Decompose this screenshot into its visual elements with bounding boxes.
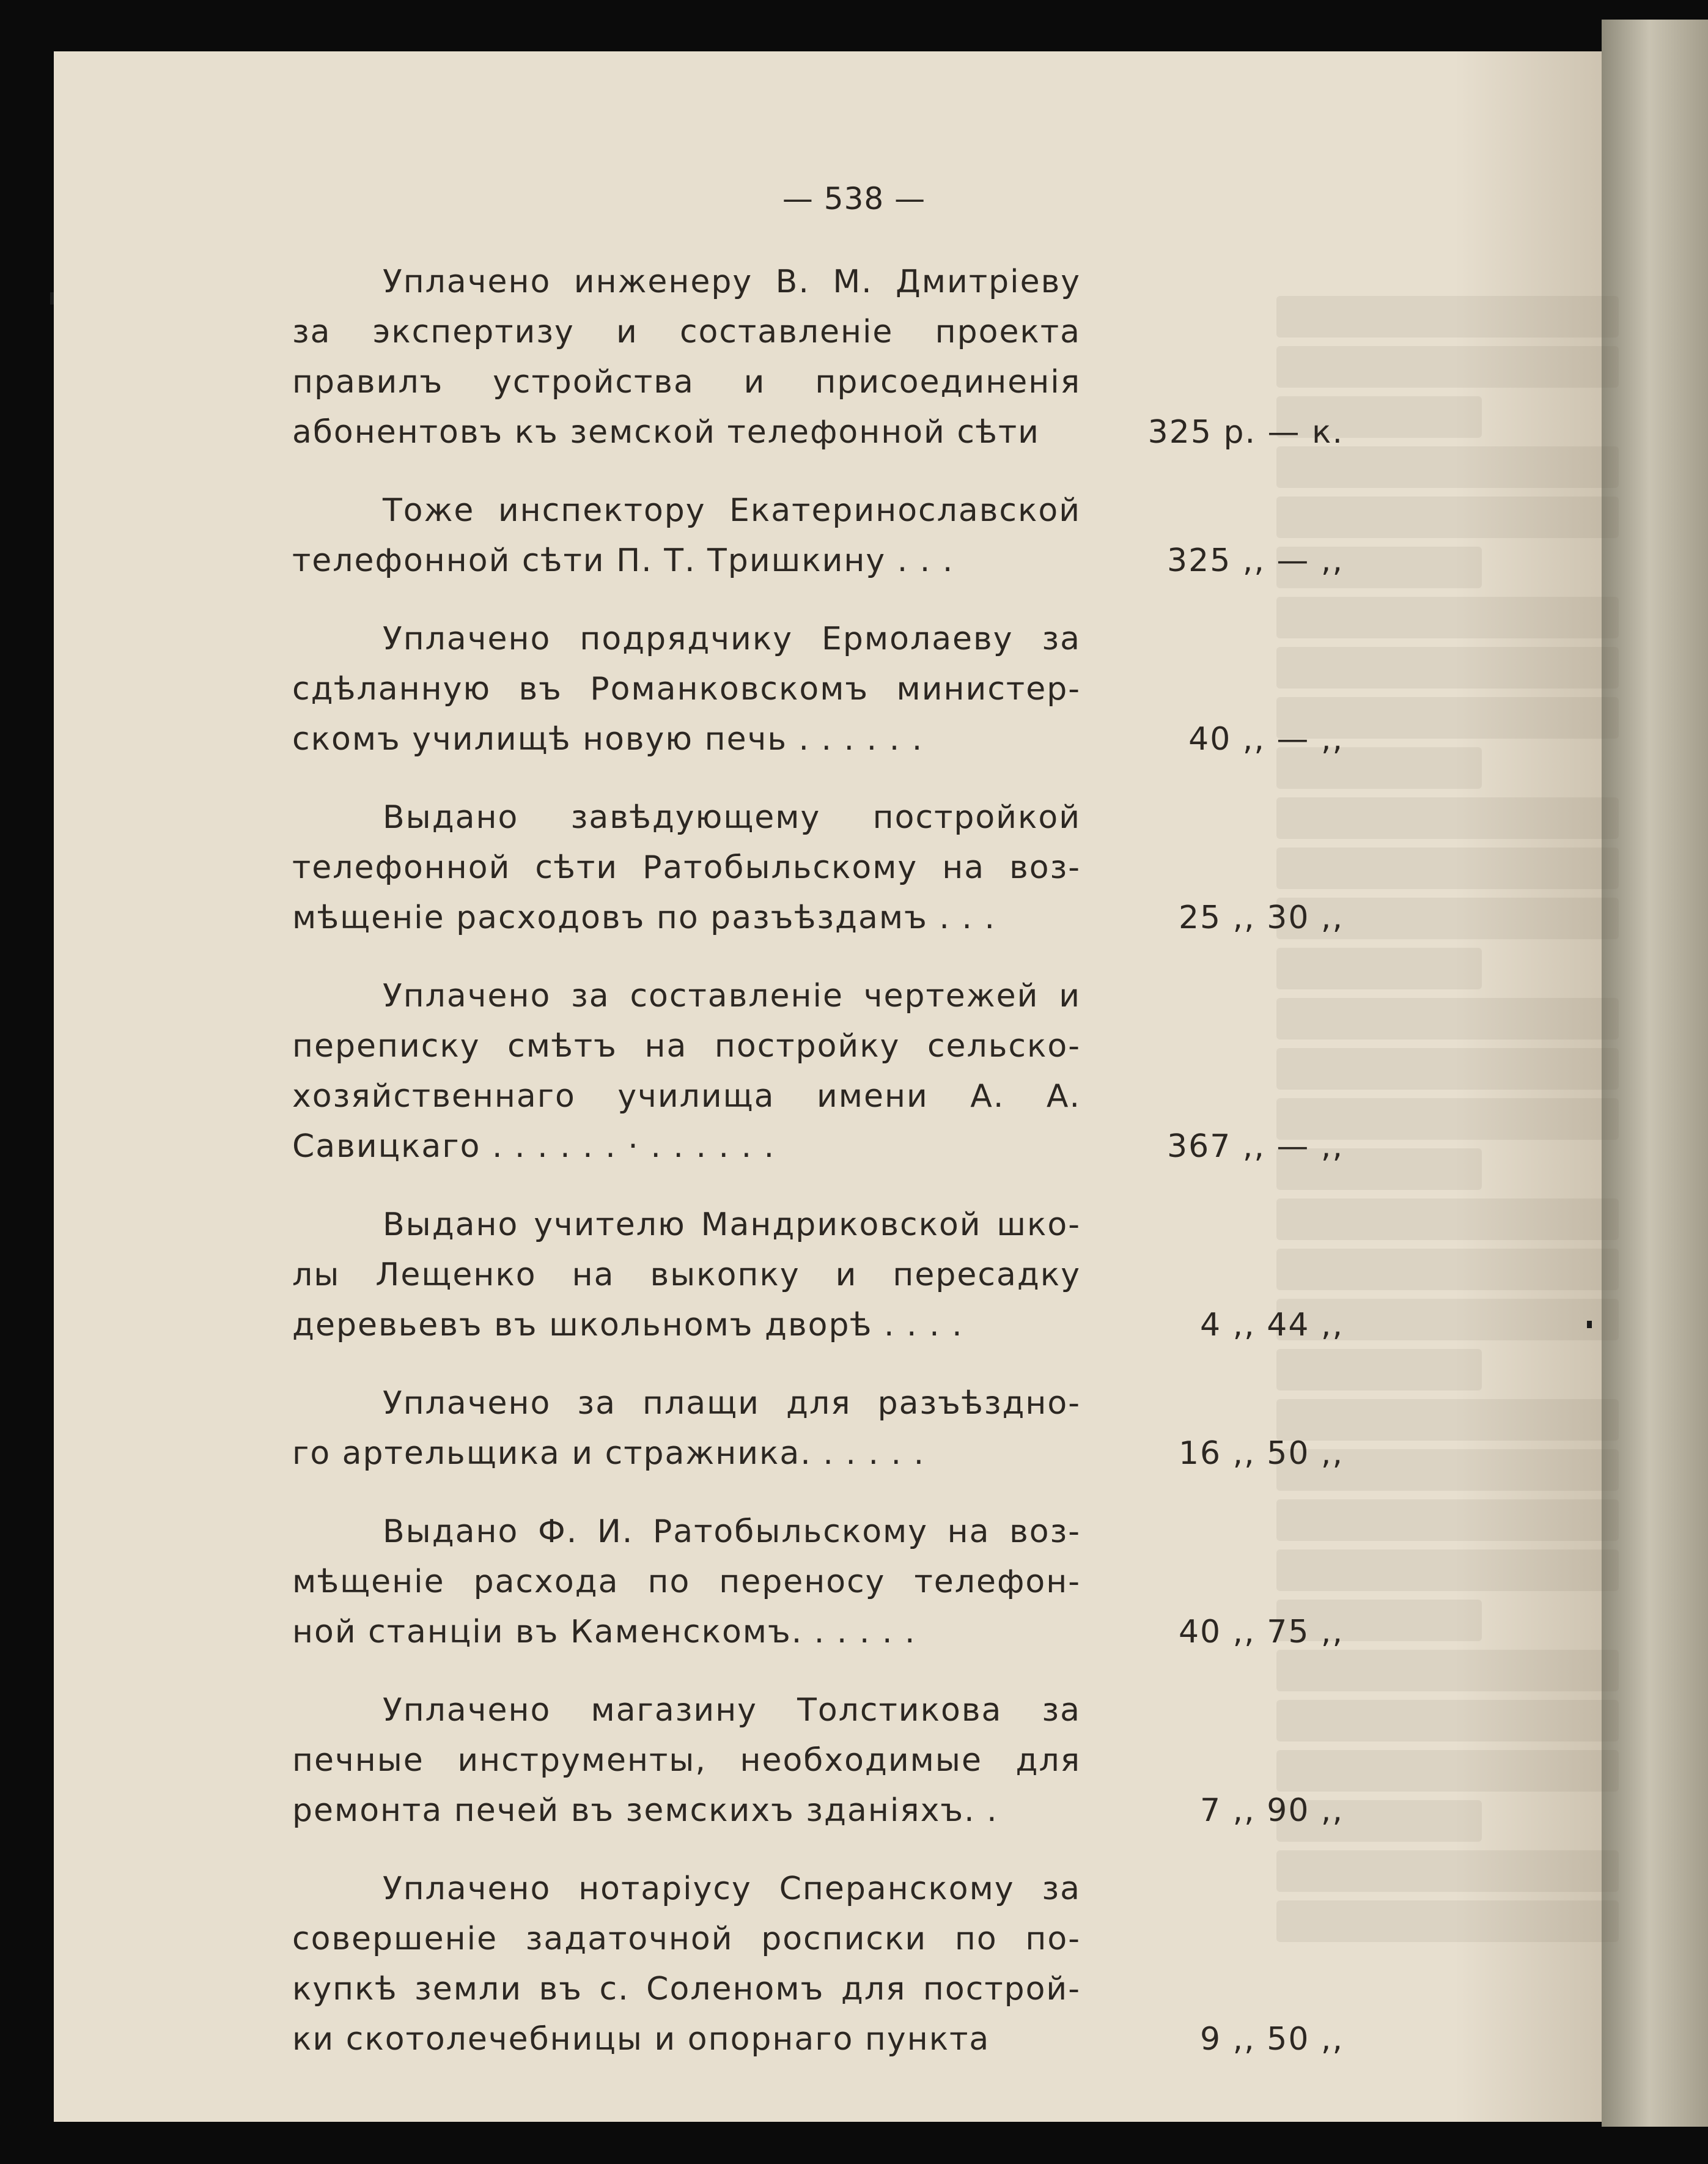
entry-text: деревьевъ въ школьномъ дворѣ . . . .: [292, 1307, 963, 1343]
expense-entry: [292, 1685, 1344, 1836]
expense-entry: [292, 257, 1344, 457]
entry-text: хозяйственнаго училища имени А. А.: [292, 1078, 1081, 1115]
entry-line: [292, 357, 1344, 407]
entry-line: [292, 1557, 1344, 1607]
entry-line: [292, 1607, 1344, 1657]
entry-line: [292, 486, 1344, 536]
entry-line: [292, 893, 1344, 943]
entry-text: Выдано учителю Мандриковской шко-: [383, 1206, 1081, 1243]
expense-entry: [292, 486, 1344, 586]
entry-text: правилъ устройства и присоединенія: [292, 364, 1081, 401]
entry-line: [292, 257, 1344, 307]
entry-amount: 7 ,, 90 ,,: [1200, 1792, 1344, 1829]
entry-line: [292, 1021, 1344, 1071]
entry-text: Выдано Ф. И. Ратобыльскому на воз-: [383, 1513, 1081, 1550]
entry-line: [292, 1864, 1344, 1914]
entry-text: Уплачено за составленіе чертежей и: [383, 978, 1081, 1014]
entry-text: телефонной сѣти Ратобыльскому на воз-: [292, 849, 1081, 886]
entry-text: мѣщеніе расхода по переносу телефон-: [292, 1564, 1081, 1600]
entry-line: [292, 1785, 1344, 1836]
entry-line: [292, 1250, 1344, 1300]
entry-text: мѣщеніе расходовъ по разъѣздамъ . . .: [292, 899, 996, 936]
entry-line: [292, 407, 1344, 457]
entry-amount: 4 ,, 44 ,,: [1200, 1307, 1344, 1343]
expense-entries: [292, 257, 1344, 2092]
entry-line: [292, 2014, 1344, 2064]
entry-text: го артельщика и стражника. . . . . .: [292, 1435, 926, 1472]
entry-text: Уплачено инженеру В. М. Дмитріеву: [383, 264, 1081, 300]
entry-text: абонентовъ къ земской телефонной сѣти: [292, 414, 1040, 451]
entry-line: [292, 1914, 1344, 1964]
entry-text: Уплачено за плащи для разъѣздно-: [383, 1385, 1081, 1422]
expense-entry: [292, 1507, 1344, 1657]
entry-text: за экспертизу и составленіе проекта: [292, 314, 1081, 350]
expense-entry: [292, 1200, 1344, 1350]
paper-mark: [50, 292, 54, 305]
entry-text: телефонной сѣти П. Т. Тришкину . . .: [292, 542, 954, 579]
entry-amount: 9 ,, 50 ,,: [1200, 2021, 1344, 2058]
entry-amount: 40 ,, 75 ,,: [1178, 1614, 1344, 1650]
entry-line: [292, 1300, 1344, 1350]
entry-line: [292, 1964, 1344, 2014]
entry-text: ной станціи въ Каменскомъ. . . . . .: [292, 1614, 916, 1650]
entry-text: купкѣ земли въ с. Соленомъ для построй-: [292, 1971, 1081, 2007]
entry-amount: 16 ,, 50 ,,: [1178, 1435, 1344, 1472]
expense-entry: [292, 792, 1344, 943]
entry-amount: 25 ,, 30 ,,: [1178, 899, 1344, 936]
entry-line: [292, 1685, 1344, 1735]
expense-entry: [292, 1864, 1344, 2064]
entry-line: [292, 536, 1344, 586]
entry-line: [292, 614, 1344, 664]
entry-text: Савицкаго . . . . . . · . . . . . .: [292, 1128, 776, 1165]
entry-text: ремонта печей въ земскихъ зданіяхъ. .: [292, 1792, 998, 1829]
entry-line: [292, 843, 1344, 893]
paper-mark: [1587, 1321, 1592, 1328]
entry-line: [292, 307, 1344, 357]
expense-entry: [292, 971, 1344, 1172]
entry-line: [292, 1071, 1344, 1121]
entry-text: скомъ училищѣ новую печь . . . . . .: [292, 721, 924, 758]
expense-entry: [292, 1378, 1344, 1479]
entry-line: [292, 1507, 1344, 1557]
entry-amount: 325 р. — к.: [1147, 414, 1344, 451]
entry-text: Выдано завѣдующему постройкой: [383, 799, 1081, 836]
page-number: — 538 —: [782, 181, 926, 216]
entry-line: [292, 664, 1344, 714]
entry-text: Уплачено подрядчику Ермолаеву за: [383, 621, 1081, 657]
entry-text: сдѣланную въ Романковскомъ министер-: [292, 671, 1081, 707]
entry-amount: 325 ,, — ,,: [1167, 542, 1344, 579]
entry-line: [292, 792, 1344, 843]
entry-text: ки скотолечебницы и опорнаго пункта: [292, 2021, 990, 2058]
entry-line: [292, 714, 1344, 764]
entry-text: совершеніе задаточной росписки по по-: [292, 1921, 1081, 1957]
entry-text: лы Лещенко на выкопку и пересадку: [292, 1257, 1081, 1293]
entry-line: [292, 1378, 1344, 1428]
entry-text: печные инструменты, необходимые для: [292, 1742, 1081, 1779]
entry-text: Тоже инспектору Екатеринославской: [383, 492, 1081, 529]
entry-line: [292, 1428, 1344, 1479]
entry-line: [292, 971, 1344, 1021]
entry-line: [292, 1121, 1344, 1172]
entry-text: переписку смѣтъ на постройку сельско-: [292, 1028, 1081, 1065]
entry-line: [292, 1735, 1344, 1785]
entry-text: Уплачено нотаріусу Сперанскому за: [383, 1870, 1081, 1907]
entry-line: [292, 1200, 1344, 1250]
entry-amount: 40 ,, — ,,: [1188, 721, 1344, 758]
entry-text: Уплачено магазину Толстикова за: [383, 1692, 1081, 1729]
entry-amount: 367 ,, — ,,: [1167, 1128, 1344, 1165]
expense-entry: [292, 614, 1344, 764]
